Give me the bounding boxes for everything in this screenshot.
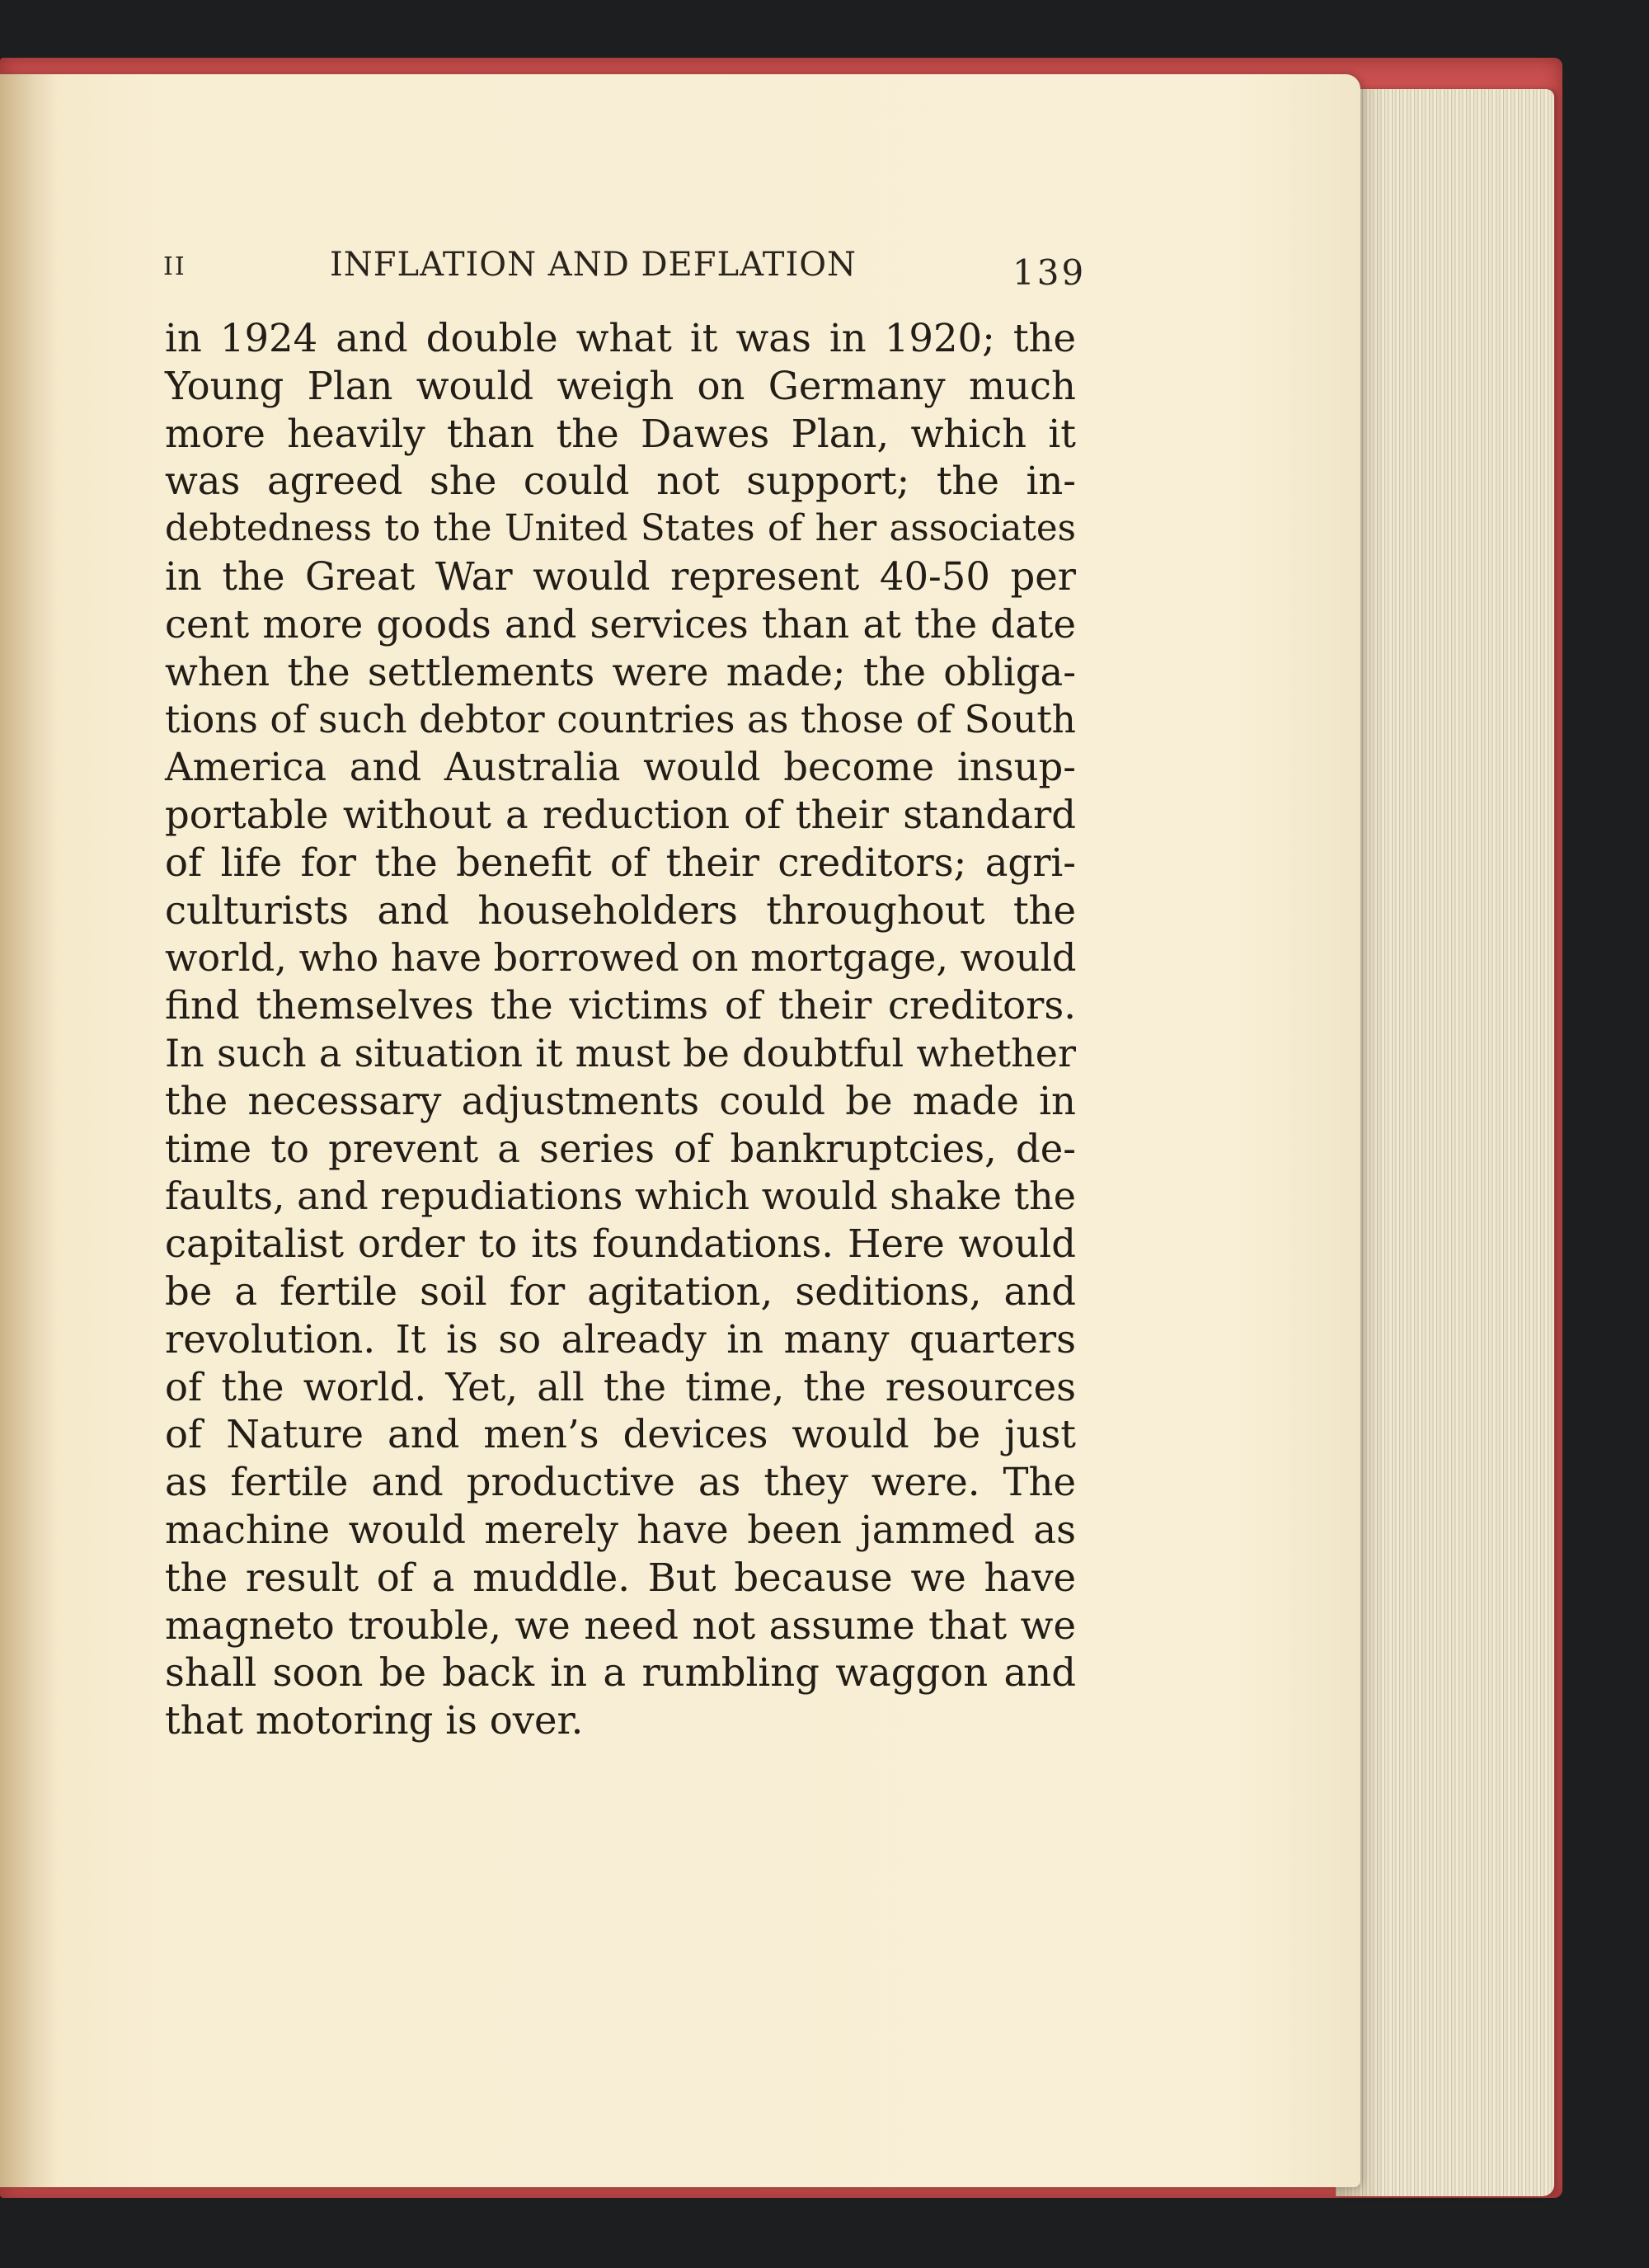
text-line: machine would merely have been jammed as [165,1507,1076,1552]
text-line: as fertile and productive as they were. The [165,1460,1076,1505]
text-line: shall soon be back in a rumbling waggon and [165,1650,1076,1696]
text-line: world, who have borrowed on mortgage, would [165,935,1077,981]
text-line: Young Plan would weigh on Germany much [165,363,1076,408]
text-line: be a fertile soil for agitation, seditions, and [165,1268,1076,1314]
running-title: INFLATION AND DEFLATION [330,246,857,284]
text-line: of the world. Yet, all the time, the resources [165,1364,1076,1409]
text-line: America and Australia would become insup- [165,745,1076,790]
text-line-last: that motoring is over. [165,1698,584,1743]
text-line: revolution. It is so already in many quarters [165,1316,1076,1362]
running-head [163,246,1087,295]
text-line: tions of such debtor countries as those of South [165,698,1076,742]
text-line: when the settlements were made; the obliga- [165,649,1076,694]
text-line: of life for the benefit of their creditors; agri- [165,840,1076,885]
text-line: In such a situation it must be doubtful whether [165,1030,1076,1075]
text-line: debtedness to the United States of her associates [165,508,1076,550]
text-line: the result of a muddle. But because we have [165,1555,1076,1600]
text-line: more heavily than the Dawes Plan, which it [165,411,1076,456]
text-line: in 1924 and double what it was in 1920; the [165,316,1076,360]
text-line: time to prevent a series of bankruptcies, de- [165,1126,1076,1171]
page-number: 139 [1012,252,1087,293]
text-line: culturists and householders throughout the [165,887,1076,933]
text-line: faults, and repudiations which would shake the [165,1174,1076,1219]
chapter-number: II [163,252,186,281]
gutter-shadow [0,74,58,2187]
text-line: find themselves the victims of their creditors. [165,983,1076,1028]
text-line: of Nature and men’s devices would be just [165,1412,1076,1457]
text-line: portable without a reduction of their standard [165,792,1076,837]
text-line: cent more goods and services than at the date [165,601,1076,647]
page-edges [1336,89,1554,2196]
text-line: the necessary adjustments could be made in [165,1078,1076,1123]
text-line: capitalist order to its foundations. Here would [165,1221,1076,1267]
body-text [165,315,1076,1745]
text-line: magneto trouble, we need not assume that we [165,1602,1076,1648]
text-line: was agreed she could not support; the in- [165,459,1076,504]
text-line: in the Great War would represent 40-50 per [165,553,1076,599]
